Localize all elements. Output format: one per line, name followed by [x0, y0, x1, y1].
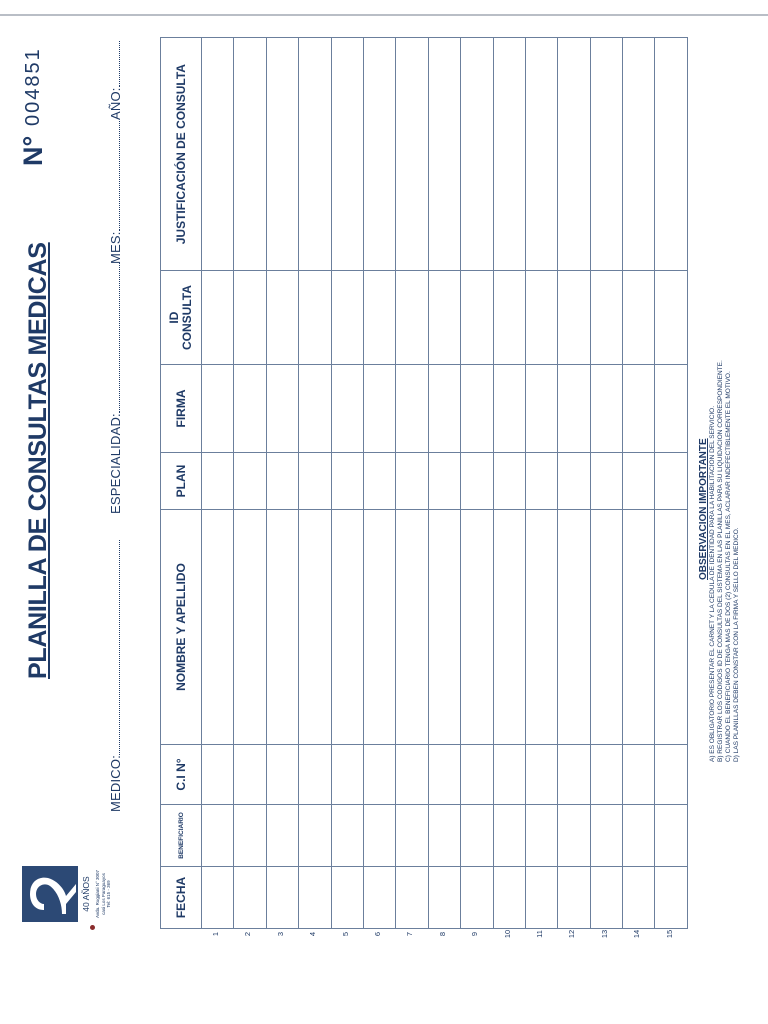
table-cell[interactable] — [363, 365, 395, 453]
table-cell[interactable] — [558, 867, 590, 929]
table-cell[interactable] — [461, 38, 493, 271]
table-cell[interactable] — [266, 453, 298, 510]
table-cell[interactable] — [363, 271, 395, 365]
table-cell[interactable] — [266, 867, 298, 929]
table-cell[interactable] — [428, 745, 460, 805]
table-cell[interactable] — [266, 38, 298, 271]
table-cell[interactable] — [493, 867, 525, 929]
table-cell[interactable] — [461, 453, 493, 510]
medico-label: MEDICO: — [108, 754, 123, 812]
table-cell[interactable] — [428, 453, 460, 510]
table-cell[interactable] — [234, 867, 266, 929]
table-cell[interactable] — [461, 271, 493, 365]
row-number: 2 — [243, 931, 253, 937]
table-cell[interactable] — [266, 805, 298, 867]
table-row — [266, 38, 298, 929]
table-cell[interactable] — [461, 745, 493, 805]
mes-field[interactable] — [108, 121, 123, 264]
table-header-row — [161, 38, 202, 929]
table-cell[interactable] — [331, 38, 363, 271]
table-row — [428, 38, 460, 929]
table-cell[interactable] — [590, 271, 622, 365]
table-cell[interactable] — [234, 745, 266, 805]
table-row — [623, 38, 655, 929]
header-plan: PLAN — [161, 453, 202, 510]
row-number: 5 — [340, 931, 350, 937]
table-cell[interactable] — [234, 38, 266, 271]
header-fecha: FECHA — [161, 867, 202, 929]
table-cell[interactable] — [525, 867, 557, 929]
table-cell[interactable] — [493, 365, 525, 453]
observacion-item: D) LAS PLANILLAS DEBEN CONSTAR CON LA FIRMA Y SELLO DEL MEDICO. — [733, 527, 740, 762]
table-cell[interactable] — [623, 867, 655, 929]
table-cell[interactable] — [202, 867, 234, 929]
table-cell[interactable] — [493, 745, 525, 805]
table-cell[interactable] — [623, 453, 655, 510]
table-cell[interactable] — [363, 453, 395, 510]
table-cell[interactable] — [331, 510, 363, 745]
table-cell[interactable] — [396, 745, 428, 805]
table-cell[interactable] — [331, 805, 363, 867]
table-cell[interactable] — [655, 805, 687, 867]
row-number: 3 — [275, 931, 285, 937]
table-cell[interactable] — [396, 510, 428, 745]
table-cell[interactable] — [558, 38, 590, 271]
observacion-title: OBSERVACION IMPORTANTE — [698, 438, 709, 580]
especialidad-label: ESPECIALIDAD: — [108, 413, 123, 514]
table-cell[interactable] — [331, 745, 363, 805]
observacion-item: C) CUANDO EL BENEFICIARIO TENGA MAS DE DOS (2) CONSULTAS EN EL MES, ACLARAR INDEFECTIBLEMENTE EL MOTIVO. — [725, 371, 732, 762]
table-cell[interactable] — [623, 365, 655, 453]
medico-field[interactable] — [108, 540, 123, 812]
medico-line[interactable] — [109, 540, 120, 755]
table-cell[interactable] — [428, 805, 460, 867]
table-cell[interactable] — [493, 271, 525, 365]
table-cell[interactable] — [266, 271, 298, 365]
table-cell[interactable] — [202, 453, 234, 510]
table-cell[interactable] — [525, 453, 557, 510]
header-ci: C.I N° — [161, 745, 202, 805]
table-cell[interactable] — [623, 745, 655, 805]
table-cell[interactable] — [234, 453, 266, 510]
table-cell[interactable] — [299, 867, 331, 929]
table-cell[interactable] — [396, 805, 428, 867]
header-firma: FIRMA — [161, 365, 202, 453]
table-cell[interactable] — [202, 510, 234, 745]
table-cell[interactable] — [590, 867, 622, 929]
table-cell[interactable] — [461, 805, 493, 867]
observacion-box — [698, 202, 741, 762]
table-cell[interactable] — [299, 510, 331, 745]
table-cell[interactable] — [331, 271, 363, 365]
header-id-consulta: ID CONSULTA — [161, 271, 202, 365]
table-cell[interactable] — [655, 453, 687, 510]
row-number: 9 — [470, 931, 480, 937]
table-cell[interactable] — [234, 365, 266, 453]
table-row — [525, 38, 557, 929]
row-number: 8 — [437, 931, 447, 937]
table-cell[interactable] — [363, 745, 395, 805]
table-cell[interactable] — [655, 510, 687, 745]
table-cell[interactable] — [202, 38, 234, 271]
table-row — [461, 38, 493, 929]
header-nombre: NOMBRE Y APELLIDO — [161, 510, 202, 745]
table-cell[interactable] — [234, 271, 266, 365]
table-cell[interactable] — [202, 271, 234, 365]
table-cell[interactable] — [266, 365, 298, 453]
table-cell[interactable] — [590, 453, 622, 510]
table-cell[interactable] — [266, 510, 298, 745]
table-cell[interactable] — [396, 365, 428, 453]
especialidad-field[interactable] — [108, 263, 123, 514]
table-row — [396, 38, 428, 929]
table-cell[interactable] — [299, 805, 331, 867]
logo-address — [95, 860, 112, 928]
form-title: PLANILLA DE CONSULTAS MEDICAS — [24, 242, 52, 679]
table-cell[interactable] — [525, 510, 557, 745]
table-cell[interactable] — [623, 271, 655, 365]
table-cell[interactable] — [655, 271, 687, 365]
address-line: Avda. Ruggiani N° 3007 — [95, 870, 100, 918]
table-cell[interactable] — [299, 453, 331, 510]
table-cell[interactable] — [623, 38, 655, 271]
table-cell[interactable] — [525, 745, 557, 805]
table-cell[interactable] — [428, 867, 460, 929]
table-cell[interactable] — [396, 271, 428, 365]
mes-line[interactable] — [109, 121, 120, 231]
header-justificacion: JUSTIFICACIÓN DE CONSULTA — [161, 38, 202, 271]
table-cell[interactable] — [493, 453, 525, 510]
consultas-table — [160, 37, 688, 929]
table-cell[interactable] — [655, 745, 687, 805]
mes-label: MES: — [108, 231, 123, 264]
table-cell[interactable] — [396, 453, 428, 510]
table-cell[interactable] — [428, 38, 460, 271]
hole-punch-mark — [90, 925, 95, 930]
table-cell[interactable] — [655, 365, 687, 453]
table-cell[interactable] — [558, 805, 590, 867]
table-cell[interactable] — [202, 745, 234, 805]
observacion-item: A) ES OBLIGATORIO PRESENTAR EL CARNET Y LA CEDULA DE IDENTIDAD PARA LA HABILITACION DEL SERVICIO. — [709, 405, 716, 762]
table-cell[interactable] — [525, 365, 557, 453]
table-cell[interactable] — [623, 805, 655, 867]
table-row — [558, 38, 590, 929]
table-cell[interactable] — [655, 38, 687, 271]
table-cell[interactable] — [461, 867, 493, 929]
row-number: 4 — [308, 931, 318, 937]
row-number: 13 — [599, 929, 609, 939]
table-row — [299, 38, 331, 929]
table-cell[interactable] — [461, 510, 493, 745]
table-cell[interactable] — [590, 365, 622, 453]
table-cell[interactable] — [234, 510, 266, 745]
table-cell[interactable] — [558, 271, 590, 365]
table-cell[interactable] — [590, 38, 622, 271]
table-cell[interactable] — [202, 805, 234, 867]
table-cell[interactable] — [363, 510, 395, 745]
table-cell[interactable] — [558, 510, 590, 745]
table-cell[interactable] — [299, 38, 331, 271]
table-cell[interactable] — [525, 805, 557, 867]
row-number: 15 — [664, 929, 674, 939]
table-cell[interactable] — [331, 365, 363, 453]
table-row — [331, 38, 363, 929]
table-cell[interactable] — [331, 867, 363, 929]
table-cell[interactable] — [428, 510, 460, 745]
table-cell[interactable] — [493, 38, 525, 271]
table-cell[interactable] — [558, 745, 590, 805]
table-cell[interactable] — [396, 867, 428, 929]
table-cell[interactable] — [299, 745, 331, 805]
table-cell[interactable] — [428, 365, 460, 453]
table-cell[interactable] — [331, 453, 363, 510]
table-cell[interactable] — [590, 510, 622, 745]
table-cell[interactable] — [363, 805, 395, 867]
table-cell[interactable] — [590, 745, 622, 805]
table-cell[interactable] — [493, 805, 525, 867]
table-cell[interactable] — [363, 867, 395, 929]
table-cell[interactable] — [396, 38, 428, 271]
row-number: 1 — [211, 931, 220, 937]
row-number: 12 — [567, 929, 577, 939]
table-cell[interactable] — [461, 365, 493, 453]
anio-line[interactable] — [109, 41, 120, 87]
company-logo — [22, 866, 78, 922]
row-number: 6 — [373, 931, 382, 937]
table-row — [493, 38, 525, 929]
table-row — [202, 38, 234, 929]
table-cell[interactable] — [525, 271, 557, 365]
especialidad-line[interactable] — [109, 263, 120, 413]
row-number: 11 — [535, 930, 544, 938]
address-line: casi Los Paraguayos — [100, 873, 106, 915]
table-cell[interactable] — [266, 745, 298, 805]
table-cell[interactable] — [493, 510, 525, 745]
table-row — [363, 38, 395, 929]
table-cell[interactable] — [558, 365, 590, 453]
table-cell[interactable] — [299, 365, 331, 453]
anio-field[interactable] — [108, 41, 123, 120]
table-cell[interactable] — [623, 510, 655, 745]
table-cell[interactable] — [234, 805, 266, 867]
address-line: Tel: 615 - 369 — [106, 880, 111, 908]
table-cell[interactable] — [428, 271, 460, 365]
row-number: 14 — [632, 929, 642, 939]
table-row — [234, 38, 266, 929]
table-cell[interactable] — [558, 453, 590, 510]
table-cell[interactable] — [525, 38, 557, 271]
logo-years: 40 AÑOS — [81, 876, 91, 912]
table-cell[interactable] — [655, 867, 687, 929]
table-cell[interactable] — [299, 271, 331, 365]
observacion-item: B) REGISTRAR LOS CODIGOS ID DE CONSULTAS DEL SISTEMA EN LAS PLANILLAS PARA SU LIQUIDACION CORRESPONDIENTE. — [717, 360, 724, 762]
table-cell[interactable] — [363, 38, 395, 271]
table-cell[interactable] — [590, 805, 622, 867]
anio-label: AÑO: — [108, 87, 123, 120]
form-number-label: N° — [18, 135, 48, 166]
table-row — [655, 38, 687, 929]
table-row — [590, 38, 622, 929]
form-number-value: 004851 — [22, 47, 44, 126]
row-number: 7 — [405, 931, 415, 937]
header-beneficiario: BENEFICIARIO — [161, 805, 202, 867]
table-cell[interactable] — [202, 365, 234, 453]
row-number: 10 — [502, 929, 512, 939]
